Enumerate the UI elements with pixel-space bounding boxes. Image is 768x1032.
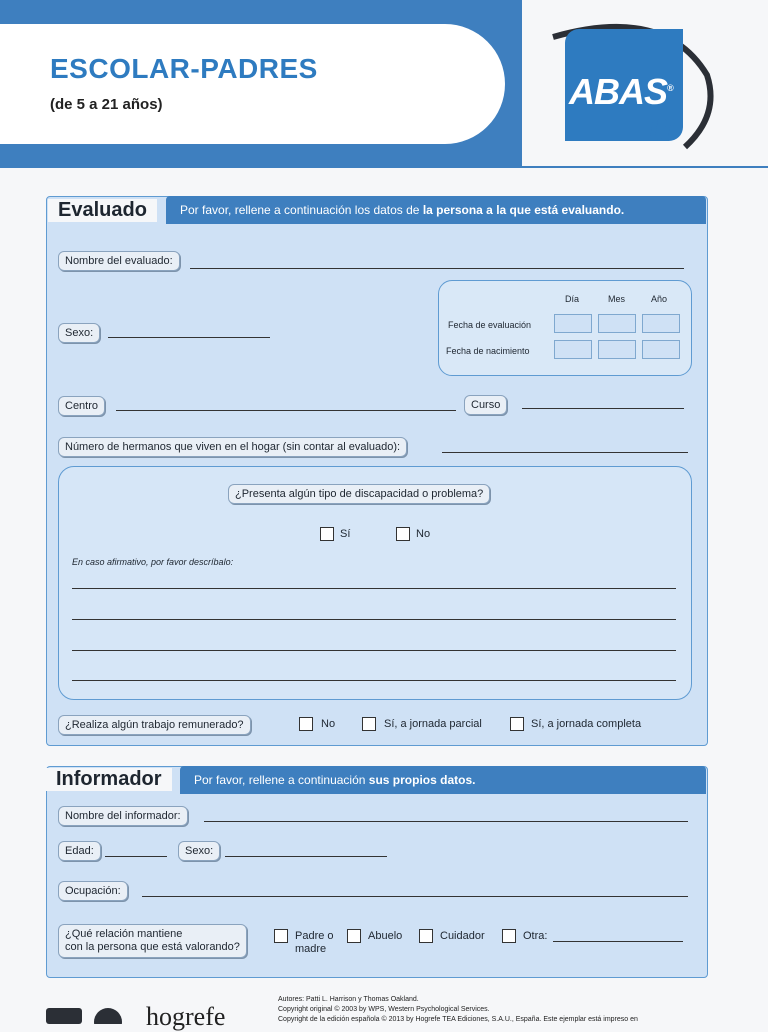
logo-suffix: II (647, 111, 674, 148)
publisher-name: hogrefe (146, 1002, 226, 1031)
informant-sex-field[interactable] (225, 856, 387, 857)
relation-other-checkbox[interactable] (502, 929, 516, 943)
footer-copyright-2: Copyright de la edición española © 2013 by Hogrefe TEA Ediciones, S.A.U., España. Este ejemplar está impreso en (278, 1016, 638, 1023)
birth-date-label: Fecha de nacimiento (446, 346, 530, 356)
form-subtitle: (de 5 a 21 años) (50, 96, 163, 113)
eval-date-label: Fecha de evaluación (448, 320, 532, 330)
relation-grandparent-label: Abuelo (368, 930, 403, 942)
relation-question: ¿Qué relación mantiene con la persona que está valorando? (58, 924, 247, 958)
work-part-time-checkbox[interactable] (362, 717, 376, 731)
informant-name-field[interactable] (204, 821, 688, 822)
disability-no-label: No (416, 528, 431, 540)
birth-month-field[interactable] (598, 340, 636, 359)
eval-day-field[interactable] (554, 314, 592, 333)
informador-banner: Por favor, rellene a continuación sus propios datos. (180, 766, 706, 794)
relation-caregiver-checkbox[interactable] (419, 929, 433, 943)
disability-yes-checkbox[interactable] (320, 527, 334, 541)
abas-logo (545, 15, 725, 165)
age-field[interactable] (105, 856, 167, 857)
relation-caregiver-label: Cuidador (440, 930, 485, 942)
informador-heading: Informador (46, 768, 172, 791)
work-question: ¿Realiza algún trabajo remunerado? (58, 715, 251, 735)
relation-parent-label: Padre o madre (295, 930, 334, 955)
eval-year-field[interactable] (642, 314, 680, 333)
course-field[interactable] (522, 408, 684, 409)
relation-grandparent-checkbox[interactable] (347, 929, 361, 943)
work-no-checkbox[interactable] (299, 717, 313, 731)
name-label: Nombre del evaluado: (58, 251, 180, 271)
age-label: Edad: (58, 841, 101, 861)
informant-name-label: Nombre del informador: (58, 806, 188, 826)
name-field[interactable] (190, 268, 684, 269)
work-full-time-label: Sí, a jornada completa (531, 718, 642, 730)
occupation-label: Ocupación: (58, 881, 128, 901)
work-full-time-checkbox[interactable] (510, 717, 524, 731)
publisher-logo-icon (46, 1006, 136, 1024)
eval-month-field[interactable] (598, 314, 636, 333)
footer-authors: Autores: Patti L. Harrison y Thomas Oakland. (278, 996, 419, 1003)
siblings-label: Número de hermanos que viven en el hogar (sin contar al evaluado): (58, 437, 407, 457)
month-header: Mes (608, 294, 626, 304)
describe-line-2[interactable] (72, 619, 676, 620)
logo-text: ABAS® (569, 71, 673, 112)
describe-line-4[interactable] (72, 680, 676, 681)
describe-line-1[interactable] (72, 588, 676, 589)
siblings-field[interactable] (442, 452, 688, 453)
relation-other-label: Otra: (523, 930, 548, 942)
relation-other-field[interactable] (553, 941, 683, 942)
footer-copyright-1: Copyright original © 2003 by WPS, Western Psychological Services. (278, 1006, 490, 1013)
sex-label: Sexo: (58, 323, 100, 343)
center-field[interactable] (116, 410, 456, 411)
year-header: Año (651, 294, 668, 304)
course-label: Curso (464, 395, 507, 415)
informant-sex-label: Sexo: (178, 841, 220, 861)
birth-year-field[interactable] (642, 340, 680, 359)
disability-yes-label: Sí (340, 528, 351, 540)
evaluado-heading: Evaluado (48, 199, 157, 222)
header-divider (0, 166, 768, 168)
describe-hint: En caso afirmativo, por favor descríbalo: (72, 557, 234, 567)
describe-line-3[interactable] (72, 650, 676, 651)
evaluado-banner: Por favor, rellene a continuación los datos de la persona a la que está evaluando. (166, 196, 706, 224)
birth-day-field[interactable] (554, 340, 592, 359)
work-part-time-label: Sí, a jornada parcial (384, 718, 482, 730)
sex-field[interactable] (108, 337, 270, 338)
work-no-label: No (321, 718, 336, 730)
disability-question: ¿Presenta algún tipo de discapacidad o problema? (228, 484, 490, 504)
center-label: Centro (58, 396, 105, 416)
day-header: Día (565, 294, 580, 304)
relation-parent-checkbox[interactable] (274, 929, 288, 943)
disability-no-checkbox[interactable] (396, 527, 410, 541)
occupation-field[interactable] (142, 896, 688, 897)
form-title: ESCOLAR-PADRES (50, 53, 318, 84)
